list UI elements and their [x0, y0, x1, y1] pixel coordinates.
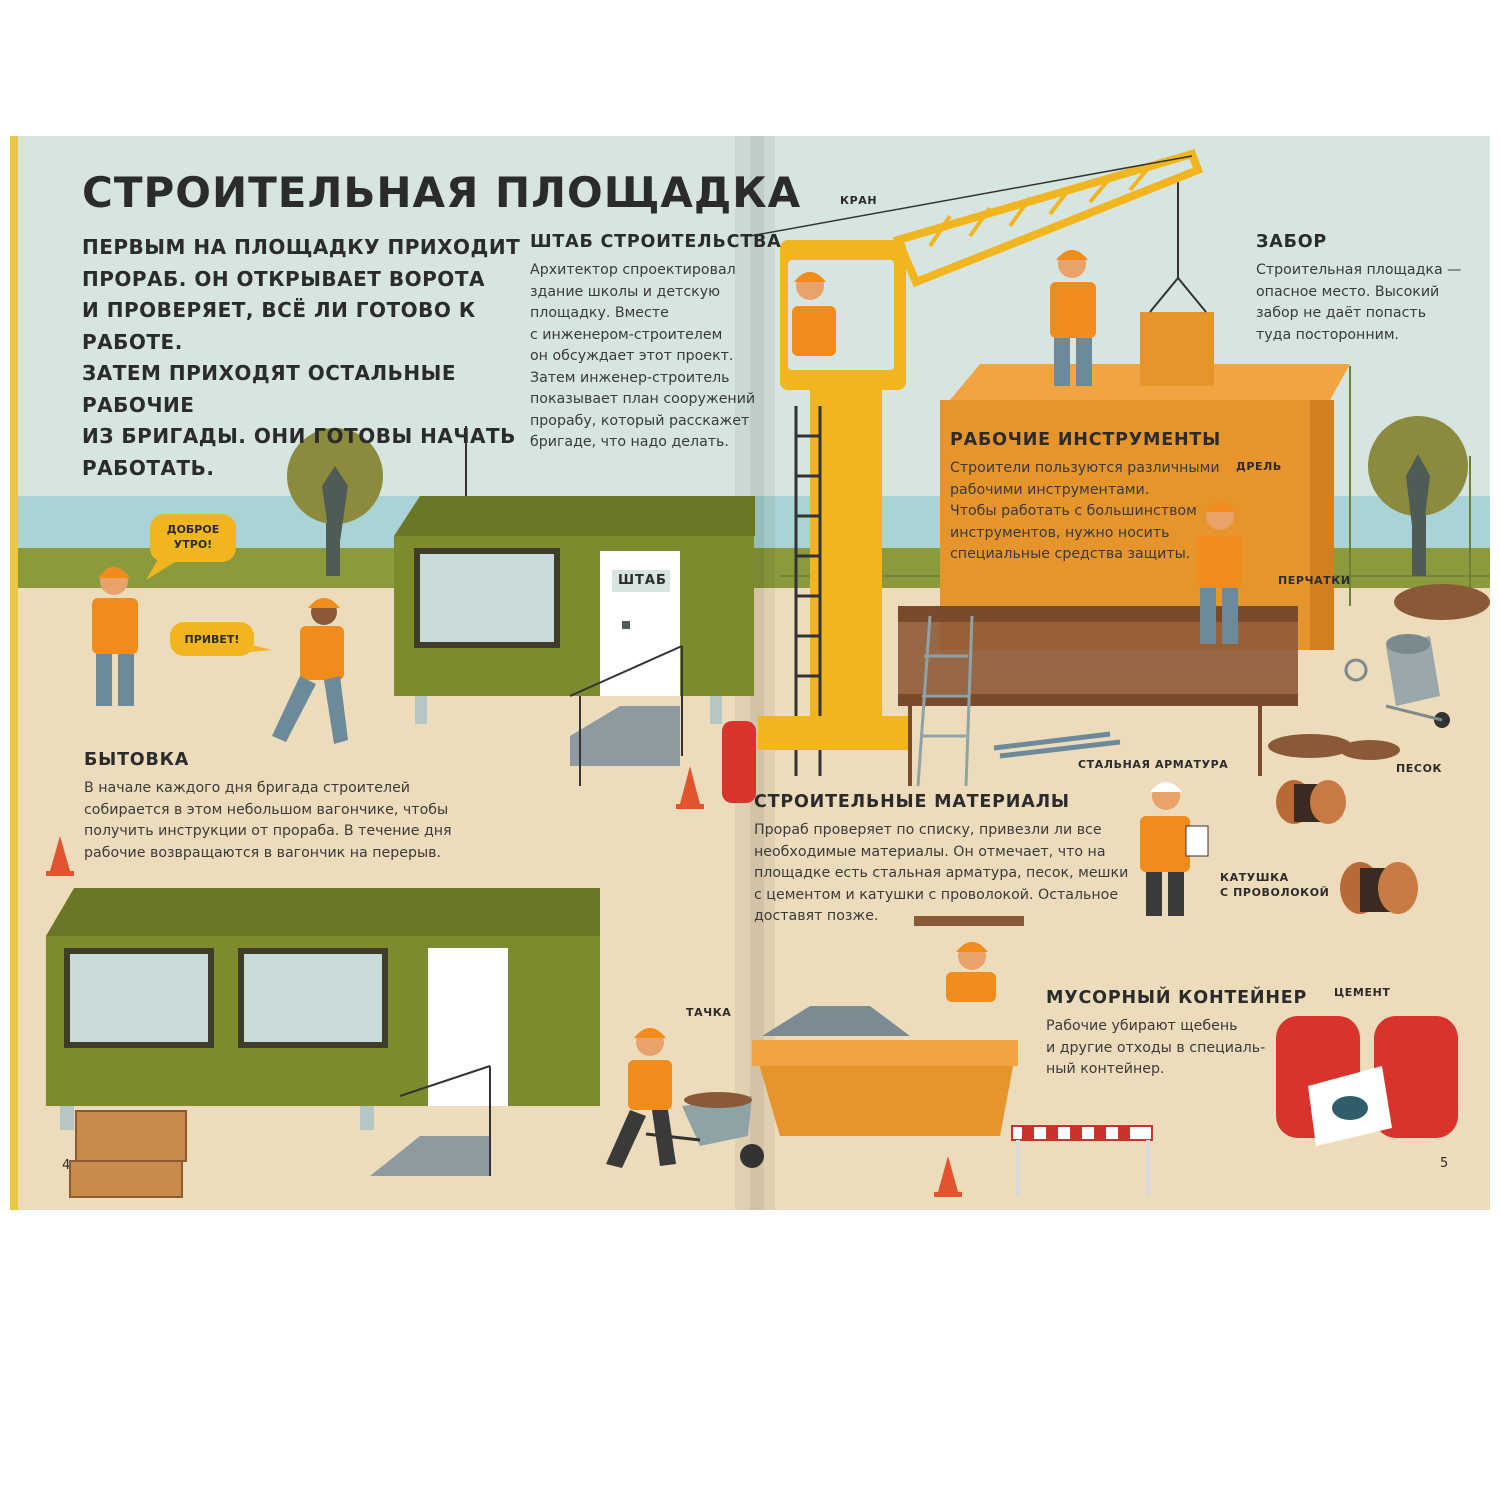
page-number-right: 5 [1440, 1156, 1449, 1171]
hq-text [530, 260, 755, 454]
lead-line: ЗАТЕМ ПРИХОДЯТ ОСТАЛЬНЫЕ РАБОЧИЕ [82, 361, 457, 417]
hq-door-sign: ШТАБ [618, 573, 667, 588]
greeting-bubble-text: ДОБРОЕ УТРО! [166, 523, 220, 551]
label-wheelbarrow: ТАЧКА [686, 1006, 732, 1019]
cabin-heading: БЫТОВКА [84, 750, 190, 770]
page-title: СТРОИТЕЛЬНАЯ ПЛОЩАДКА [82, 168, 802, 217]
crane-load [1140, 312, 1214, 386]
skip-text [1046, 1016, 1265, 1081]
fence-heading: ЗАБОР [1256, 232, 1328, 252]
cabin-line: собирается в этом небольшом вагончике, чтобы [84, 801, 449, 818]
book-spread [10, 136, 1490, 1210]
tools-line: Строители пользуются различными [950, 460, 1220, 476]
tools-text [950, 458, 1220, 566]
hq-line: с инженером-строителем [530, 326, 723, 343]
hq-line: прорабу, который расскажет [530, 412, 750, 429]
lead-line: ПЕРВЫМ НА ПЛОЩАДКУ ПРИХОДИТ [82, 235, 521, 259]
materials-line: необходимые материалы. Он отмечает, что на [754, 843, 1106, 860]
hq-line: площадку. Вместе [530, 305, 669, 321]
hq-heading: ШТАБ СТРОИТЕЛЬСТВА [530, 232, 782, 252]
cabin-line: В начале каждого дня бригада строителей [84, 780, 411, 796]
tools-line: специальные средства защиты. [950, 546, 1191, 562]
lead-line: РАБОТАТЬ. [82, 455, 215, 480]
materials-text [754, 820, 1128, 928]
label-wire-spool: КАТУШКА С ПРОВОЛОКОЙ [1220, 871, 1330, 899]
sand-pile [1394, 584, 1490, 620]
materials-line: доставят позже. [754, 908, 879, 924]
materials-line: Прораб проверяет по списку, привезли ли все [754, 822, 1102, 838]
lead-line: И ПРОВЕРЯЕТ, ВСЁ ЛИ ГОТОВО К РАБОТЕ. [82, 298, 476, 354]
fence-text [1256, 260, 1461, 346]
lead-paragraph [82, 232, 522, 484]
label-rebar: СТАЛЬНАЯ АРМАТУРА [1078, 758, 1229, 771]
skip-line: Рабочие убирают щебень [1046, 1018, 1238, 1034]
cabin-text [84, 778, 452, 864]
skip-heading: МУСОРНЫЙ КОНТЕЙНЕР [1046, 988, 1308, 1008]
label-cement: ЦЕМЕНТ [1334, 986, 1391, 999]
label-gloves: ПЕРЧАТКИ [1278, 574, 1351, 587]
label-crane: КРАН [840, 194, 878, 207]
hq-line: Затем инженер-строитель [530, 369, 730, 386]
hq-line: Архитектор спроектировал [530, 262, 736, 278]
materials-heading: СТРОИТЕЛЬНЫЕ МАТЕРИАЛЫ [754, 792, 1070, 812]
materials-line: площадке есть стальная арматура, песок, мешки [754, 865, 1129, 881]
page-edge [10, 136, 18, 1210]
fence-line: забор не даёт попасть [1256, 305, 1427, 321]
label-sand: ПЕСОК [1396, 762, 1443, 775]
hq-line: он обсуждает этот проект. [530, 348, 734, 364]
hq-line: показывает план сооружений [530, 391, 756, 407]
fence-line: опасное место. Высокий [1256, 283, 1440, 300]
fence-line: Строительная площадка — [1256, 262, 1462, 278]
lead-line: ИЗ БРИГАДЫ. ОНИ ГОТОВЫ НАЧАТЬ [82, 424, 516, 448]
skip-line: и другие отходы в специаль- [1046, 1039, 1266, 1056]
pallets [70, 1111, 186, 1197]
tools-line: инструментов, нужно носить [950, 524, 1170, 541]
tools-heading: РАБОЧИЕ ИНСТРУМЕНТЫ [950, 430, 1222, 450]
materials-line: с цементом и катушки с проволокой. Остальное [754, 886, 1119, 903]
hq-line: здание школы и детскую [530, 283, 721, 300]
barrel [722, 721, 756, 803]
hq-line: бригаде, что надо делать. [530, 434, 729, 450]
fence-line: туда посторонним. [1256, 326, 1400, 343]
cabin-line: получить инструкции от прораба. В течение дня [84, 823, 452, 839]
skip-line: ный контейнер. [1046, 1061, 1165, 1077]
tools-line: Чтобы работать с большинством [950, 503, 1197, 519]
lead-line: ПРОРАБ. ОН ОТКРЫВАЕТ ВОРОТА [82, 266, 485, 291]
cabin-line: рабочие возвращаются в вагончик на перерыв. [84, 844, 442, 861]
tools-line: рабочими инструментами. [950, 481, 1150, 498]
reply-bubble-text: ПРИВЕТ! [184, 633, 240, 646]
page-number-left: 4 [62, 1158, 71, 1173]
label-drill: ДРЕЛЬ [1236, 460, 1282, 473]
